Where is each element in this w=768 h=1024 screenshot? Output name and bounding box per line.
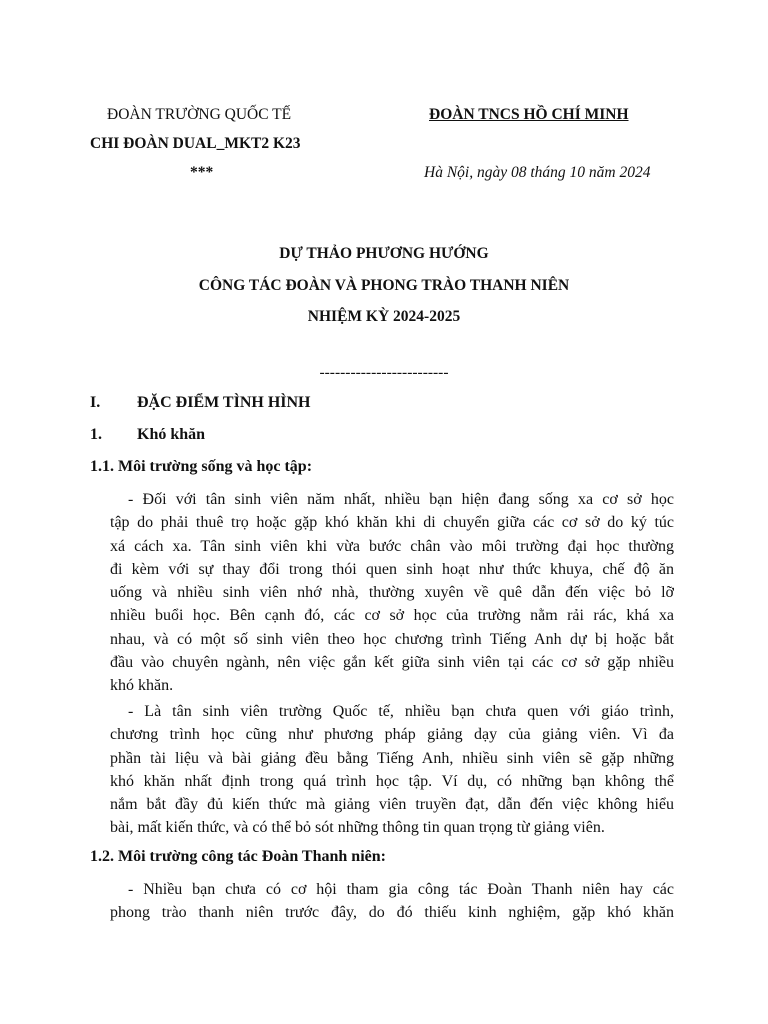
org-name-left: ĐOÀN TRƯỜNG QUỐC TẾ <box>107 106 292 123</box>
document-title-line1: DỰ THẢO PHƯƠNG HƯỚNG <box>279 245 489 262</box>
paragraph-line: - Đối với tân sinh viên năm nhất, nhiều bạn hiện đang sống xa cơ sở học <box>128 491 674 508</box>
paragraph-line: phong trào thanh niên trước đây, do đó thiếu kinh nghiệm, gặp khó khăn <box>110 904 674 922</box>
paragraph-2 <box>110 700 674 840</box>
paragraph-line: - Nhiều bạn chưa có cơ hội tham gia công tác Đoàn Thanh niên hay các <box>128 881 674 898</box>
subsection-number: 1. <box>90 426 102 443</box>
branch-name: CHI ĐOÀN DUAL_MKT2 K23 <box>90 135 301 152</box>
paragraph-line: nắm bắt đầy đủ kiến thức mà giảng viên truyền đạt, dẫn đến việc không hiểu <box>110 796 674 814</box>
paragraph-line: khó khăn nhất định trong quá trình học tập. Ví dụ, có những bạn không thể <box>110 772 674 790</box>
paragraph-line: nhau, và có một số sinh viên theo học chương trình Tiếng Anh dự bị hoặc bắt <box>110 630 674 648</box>
paragraph-line: tập do phải thuê trọ hoặc gặp khó khăn khi di chuyển giữa các cơ sở do ký túc <box>110 514 674 532</box>
paragraph-line: - Là tân sinh viên trường Quốc tế, nhiều bạn chưa quen với giáo trình, <box>128 703 674 720</box>
subsection-1-1-heading: 1.1. Môi trường sống và học tập: <box>90 458 313 475</box>
document-title-line2: CÔNG TÁC ĐOÀN VÀ PHONG TRÀO THANH NIÊN <box>198 277 570 294</box>
paragraph-line: bài, mất kiến thức, và có thể bỏ sót những thông tin quan trọng từ giảng viên. <box>110 819 605 837</box>
document-title-line3: NHIỆM KỲ 2024-2025 <box>307 308 461 325</box>
paragraph-line: phần tài liệu và bài giảng đều bằng Tiếng Anh, nhiều sinh viên sẽ gặp những <box>110 749 674 767</box>
header-stars: *** <box>190 164 214 181</box>
section-heading: ĐẶC ĐIỂM TÌNH HÌNH <box>137 394 311 411</box>
paragraph-line: uống và nhiều sinh viên nhớ nhà, thường xuyên về quê dẫn đến việc bỏ lỡ <box>110 584 674 602</box>
paragraph-1 <box>110 488 674 698</box>
paragraph-line: đi kèm với sự thay đổi trong thói quen sinh hoạt như thức khuya, chế độ ăn <box>110 560 674 578</box>
paragraph-line: xá cách xa. Tân sinh viên khi vừa bước chân vào môi trường đại học thường <box>110 537 674 555</box>
paragraph-line: nhiều buổi học. Bên cạnh đó, các cơ sở học của trường nằm rải rác, khá xa <box>110 607 674 625</box>
section-number: I. <box>90 394 101 411</box>
title-separator: ------------------------- <box>319 364 449 381</box>
paragraph-3 <box>110 878 674 925</box>
paragraph-line: khó khăn. <box>110 677 174 695</box>
subsection-1-2-heading: 1.2. Môi trường công tác Đoàn Thanh niên: <box>90 848 386 865</box>
org-name-right: ĐOÀN TNCS HỒ CHÍ MINH <box>429 106 629 123</box>
paragraph-line: đầu vào chuyên ngành, nên việc gắn kết giữa sinh viên tại các cơ sở gặp nhiều <box>110 654 674 672</box>
paragraph-line: chương trình học cũng như phương pháp giảng dạy của giảng viên. Vì đa <box>110 726 674 744</box>
subsection-heading: Khó khăn <box>137 426 206 443</box>
document-date: Hà Nội, ngày 08 tháng 10 năm 2024 <box>424 164 651 181</box>
